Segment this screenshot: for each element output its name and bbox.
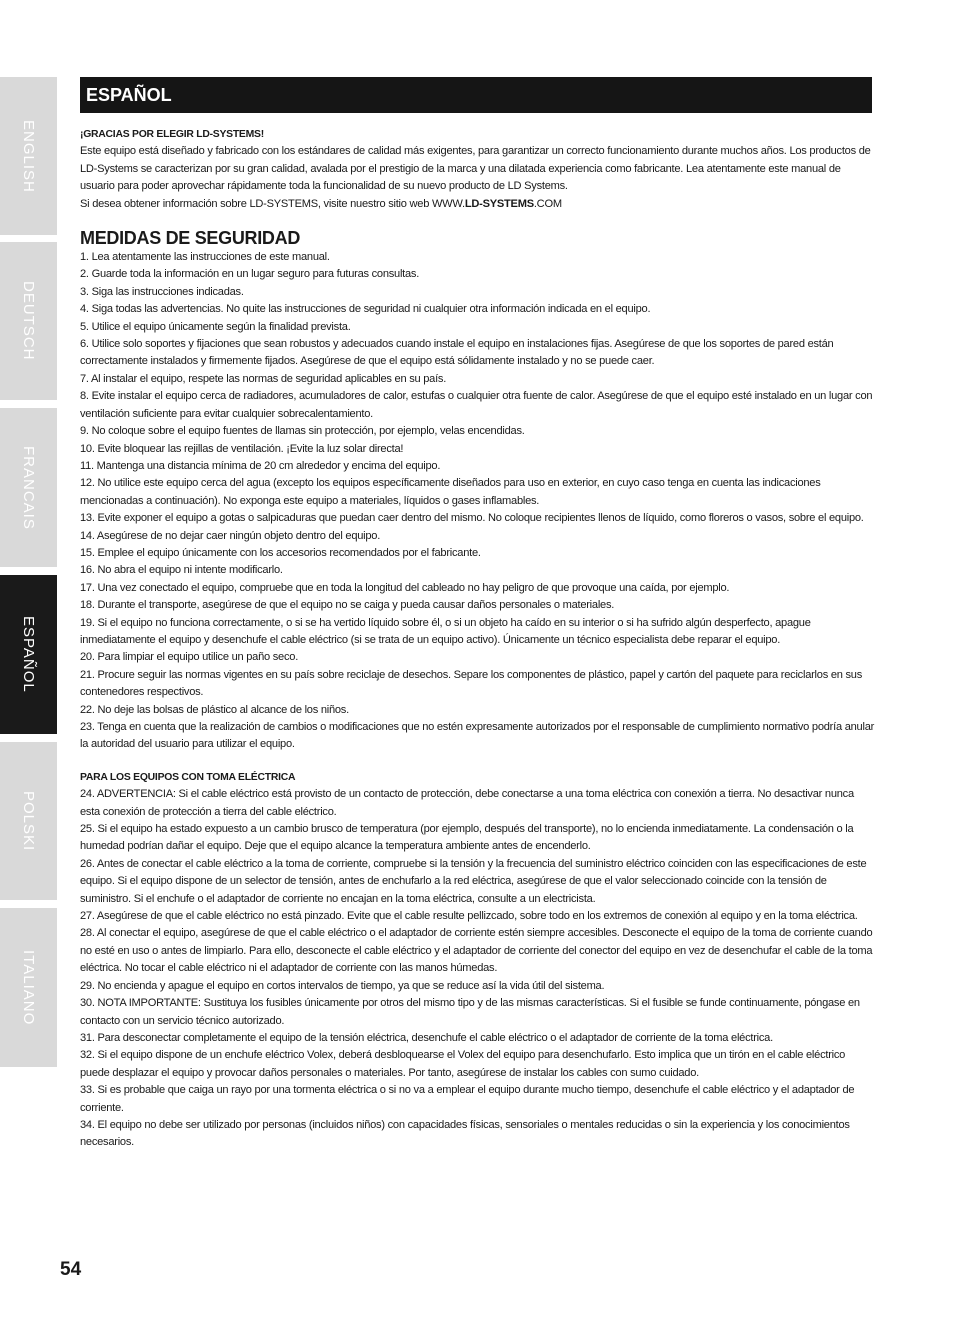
list-item: 15. Emplee el equipo únicamente con los accesorios recomendados por el fabricante. [80,546,481,559]
list-item: 34. El equipo no debe ser utilizado por personas (incluidos niños) con capacidades físicas, sensoriales o mentales reducidas o sin la experiencia y los conocimientos necesarios. [80,1118,850,1149]
tab-deutsch[interactable] [0,242,57,400]
electrical-list [80,786,875,1152]
list-item: 13. Evite exponer el equipo a gotas o salpicaduras que puedan caer dentro del mismo. No coloque recipientes llenos de líquido, como floreros o vasos, sobre el equipo. [80,512,864,525]
list-item: 8. Evite instalar el equipo cerca de radiadores, acumuladores de calor, estufas o cualquier otra fuente de calor. Asegúrese de que el equipo esté instalado en un lugar con ventilación suficiente para evitar cualquier sobrecalentamiento. [80,390,873,420]
tab-espanol-label: ESPAÑOL [20,616,37,693]
tab-italiano[interactable] [0,908,57,1067]
intro-web-suffix: .COM [533,197,562,210]
list-item: 23. Tenga en cuenta que la realización de cambios o modificaciones que no estén expresamente autorizados por el responsable de cumplimiento normativo podría anular la autoridad del usuario para utilizar el equipo. [80,721,875,751]
list-item: 19. Si el equipo no funciona correctamente, o si se ha vertido líquido sobre él, o si un objeto ha caído en su interior o si ha sufrido algún desperfecto, apague inmediatamente el equipo y desenchufe el cable eléctrico (si se trata de un equipo activo). Únicamente un técnico especialista debe reparar el equipo. [80,616,811,646]
tab-deutsch-label: DEUTSCH [20,281,37,361]
intro-web [80,196,875,213]
list-item: 16. No abra el equipo ni intente modificarlo. [80,564,283,577]
page-number: 54 [60,1259,82,1280]
safety-list [80,249,875,754]
tab-francais-label: FRANCAIS [20,445,37,530]
list-item: 32. Si el equipo dispone de un enchufe eléctrico Volex, deberá desbloquearse el Volex del equipo para desenchufarlo. Esto implica que un tirón en el cable eléctrico puede desplazar el equipo y provocar daños personales o materiales. Por tanto, asegúrese de instalar los cables con sumo cuidado. [80,1049,846,1079]
list-item: 18. Durante el transporte, asegúrese de que el equipo no se caiga y pueda causar daños personales o materiales. [80,599,615,612]
safety-title: MEDIDAS DE SEGURIDAD [80,228,301,249]
intro-body: Este equipo está diseñado y fabricado con los estándares de calidad más exigentes, para garantizar un correcto funcionamiento durante muchos años. Los productos de LD-Systems se caracterizan por su gran calidad, avalada por el prestigio de la marca y una dilatada experiencia como fabricante. Lea atentamente este manual de usuario para poder aprovechar rápidamente toda la funcionalidad de su nuevo producto de LD Systems. [80,145,871,193]
intro-web-link[interactable]: LD-SYSTEMS [464,197,534,210]
list-item: 7. Al instalar el equipo, respete las normas de seguridad aplicables en su país. [80,372,447,385]
list-item: 30. NOTA IMPORTANTE: Sustituya los fusibles únicamente por otros del mismo tipo y de las mismas características. Si el fusible se funde continuamente, póngase en contacto con un servicio técnico autorizado. [80,997,860,1027]
list-item: 5. Utilice el equipo únicamente según la finalidad prevista. [80,320,351,333]
tab-english[interactable] [0,77,57,235]
list-item: 3. Siga las instrucciones indicadas. [80,285,244,298]
list-item: 29. No encienda y apague el equipo en cortos intervalos de tiempo, ya que se reduce así la vida útil del sistema. [80,979,605,992]
intro-web-prefix: Si desea obtener información sobre LD-SYSTEMS, visite nuestro sitio web WWW. [80,197,465,210]
intro-heading: ¡GRACIAS POR ELEGIR LD-SYSTEMS! [80,129,264,140]
list-item: 25. Si el equipo ha estado expuesto a un cambio brusco de temperatura (por ejemplo, después del transporte), no lo encienda inmediatamente. La condensación o la humedad podrían dañar el equipo. Deje que el equipo alcance la temperatura ambiente antes de encenderlo. [80,823,854,853]
section-header [80,77,872,113]
tab-espanol[interactable] [0,575,57,734]
electrical-title: PARA LOS EQUIPOS CON TOMA ELÉCTRICA [80,771,296,783]
list-item: 31. Para desconectar completamente el equipo de la tensión eléctrica, desenchufe el cable eléctrico o el adaptador de corriente de la toma eléctrica. [80,1031,773,1044]
list-item: 6. Utilice solo soportes y fijaciones que sean robustos y adecuados cuando instale el equipo en instalaciones fijas. Asegúrese de que los soportes de pared están correctamente instalados y firmemente fijados. Asegúrese de que el equipo está sólidamente instalado y no se puede caer. [80,338,834,368]
list-item: 14. Asegúrese de no dejar caer ningún objeto dentro del equipo. [80,529,381,542]
section-title: ESPAÑOL [86,85,172,105]
list-item: 21. Procure seguir las normas vigentes en su país sobre reciclaje de desechos. Separe los componentes de plástico, papel y cartón del paquete para reciclarlos en sus contenedores respectivos. [80,668,863,699]
tab-polski-label: POLSKI [20,790,37,852]
list-item: 28. Al conectar el equipo, asegúrese de que el cable eléctrico o el adaptador de corriente estén siempre accesibles. Desconecte el equipo de la toma de corriente cuando no esté en uso o antes de limpiarlo. Para ello, desconecte el cable eléctrico y el adaptador de corriente del conector del equipo en vez de desenchufar el cable de la toma eléctrica. No tocar el cable eléctrico ni el adaptador de corriente con las manos húmedas. [80,927,873,975]
tab-english-label: ENGLISH [20,119,37,193]
list-item: 17. Una vez conectado el equipo, compruebe que en toda la longitud del cableado no hay peligro de que provoque una caída, por ejemplo. [80,581,730,594]
list-item: 11. Mantenga una distancia mínima de 20 cm alrededor y encima del equipo. [80,459,441,472]
list-item: 2. Guarde toda la información en un lugar seguro para futuras consultas. [80,268,420,281]
list-item: 1. Lea atentamente las instrucciones de este manual. [80,251,330,264]
tab-francais[interactable] [0,408,57,567]
list-item: 4. Siga todas las advertencias. No quite las instrucciones de seguridad ni cualquier otra información indicada en el equipo. [80,303,651,316]
tab-polski[interactable] [0,742,57,900]
list-item: 22. No deje las bolsas de plástico al alcance de los niños. [80,703,349,716]
list-item: 10. Evite bloquear las rejillas de ventilación. ¡Evite la luz solar directa! [80,442,404,455]
list-item: 20. Para limpiar el equipo utilice un paño seco. [80,651,299,664]
list-item: 9. No coloque sobre el equipo fuentes de llamas sin protección, por ejemplo, velas encendidas. [80,425,525,438]
list-item: 24. ADVERTENCIA: Si el cable eléctrico está provisto de un contacto de protección, debe conectarse a una toma eléctrica con conexión a tierra. No desactivar nunca esta conexión de protección a tierra del cable eléctrico. [80,788,854,818]
list-item: 27. Asegúrese de que el cable eléctrico no está pinzado. Evite que el cable resulte pellizcado, sobre todo en los extremos de conexión al equipo y en la toma eléctrica. [80,910,858,923]
list-item: 33. Si es probable que caiga un rayo por una tormenta eléctrica o si no va a emplear el equipo durante mucho tiempo, desenchufe el cable eléctrico y el adaptador de corriente. [80,1084,855,1114]
list-item: 26. Antes de conectar el cable eléctrico a la toma de corriente, compruebe si la tensión y la frecuencia del suministro eléctrico coinciden con las especificaciones de este equipo. Si el equipo dispone de un selector de tensión, antes de enchufarlo a la red eléctrica, asegúrese de que el valor seleccionado coincide con la tensión de suministro. Si el enchufe o el adaptador de corriente no encajan en la toma eléctrica, consulte a un electricista. [80,857,867,905]
manual-content [80,126,875,1152]
list-item: 12. No utilice este equipo cerca del agua (excepto los equipos específicamente diseñados para uso en exterior, en cuyo caso tenga en cuenta las indicaciones mencionadas a continuación). No exponga este equipo a materiales, líquidos o gases inflamables. [80,477,821,507]
tab-italiano-label: ITALIANO [20,949,37,1026]
